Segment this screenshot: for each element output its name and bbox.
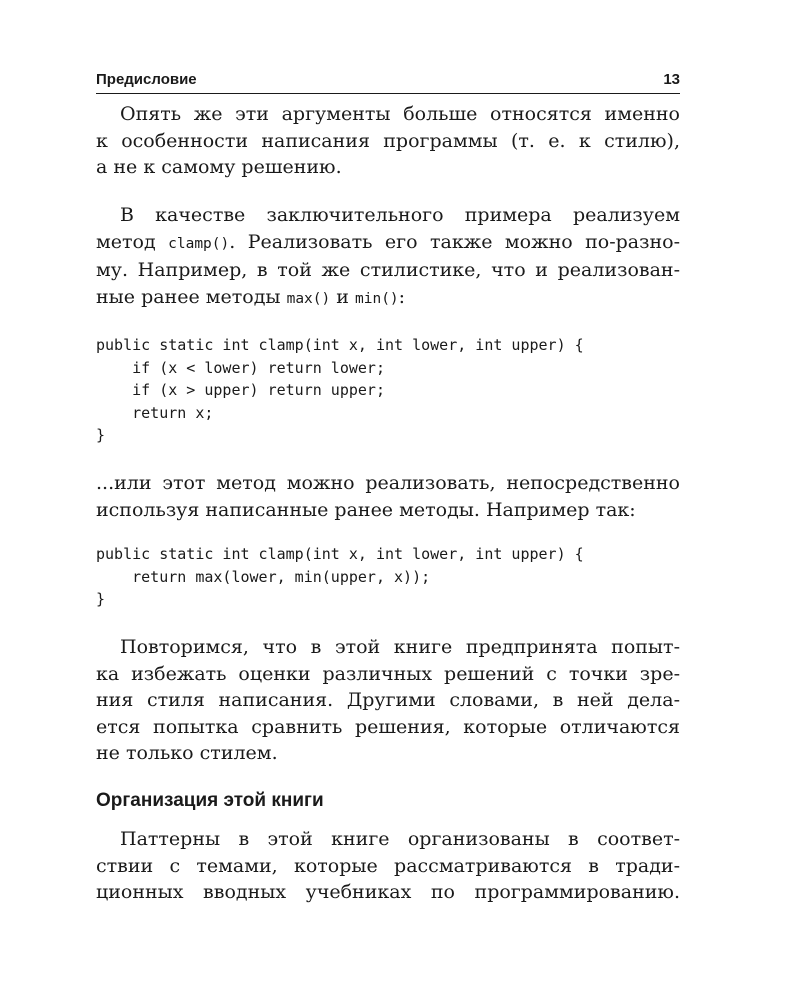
inline-code-min: min() (355, 290, 399, 307)
code-block-clamp-if: public static int clamp(int x, int lower, int upper) { if (x < lower) return lower; if (x > upper) return upper; return x; } (96, 336, 584, 444)
section-title: Предисловие (96, 71, 197, 88)
text-fragment: метод (96, 230, 169, 253)
paragraph-organization (96, 826, 680, 906)
text-line: ется попытка сравнить решения, которые отличаются (96, 715, 680, 738)
text-line: а не к самому решению. (96, 156, 342, 178)
running-header (96, 69, 680, 94)
inline-code-clamp: clamp() (168, 235, 230, 252)
text-line: му. Например, в той же стилистике, что и реализован- (96, 259, 680, 281)
text-fragment: ные ранее методы (96, 285, 287, 308)
text-line: используя написанные ранее методы. Например так: (96, 498, 636, 521)
text-line: ...или этот метод можно реализовать, непосредственно (96, 472, 680, 494)
text-fragment: и (330, 285, 355, 308)
paragraph-arguments (96, 101, 680, 181)
text-line: ка избежать оценки различных решений с точки зре- (96, 662, 680, 685)
paragraph-clamp-intro (96, 202, 680, 312)
text-fragment: . Реализовать его также можно по-разно- (229, 230, 681, 253)
text-line: Опять же эти аргументы больше относятся именно (120, 103, 680, 125)
text-line: Повторимся, что в этой книге предпринята попыт- (120, 636, 680, 658)
paragraph-style-note (96, 634, 680, 767)
text-line (96, 284, 680, 313)
inline-code-max: max() (286, 290, 331, 307)
text-line: Паттерны в этой книге организованы в соответ- (120, 828, 680, 850)
text-line (96, 229, 680, 258)
text-line: ционных вводных учебниках по программированию. (96, 881, 680, 903)
text-line: к особенности написания программы (т. е. к стилю), (96, 129, 680, 152)
text-line: В качестве заключительного примера реализуем (120, 204, 680, 226)
text-line: не только стилем. (96, 742, 278, 764)
code-block-clamp-minmax: public static int clamp(int x, int lower, int upper) { return max(lower, min(upper, x)); } (96, 545, 584, 608)
text-line: ния стиля написания. Другими словами, в ней дела- (96, 689, 680, 711)
text-line: ствии с темами, которые рассматриваются в тради- (96, 854, 680, 877)
section-heading: Организация этой книги (96, 790, 324, 811)
page-number: 13 (663, 71, 680, 88)
text-fragment: : (398, 285, 406, 308)
paragraph-alternative (96, 470, 680, 523)
